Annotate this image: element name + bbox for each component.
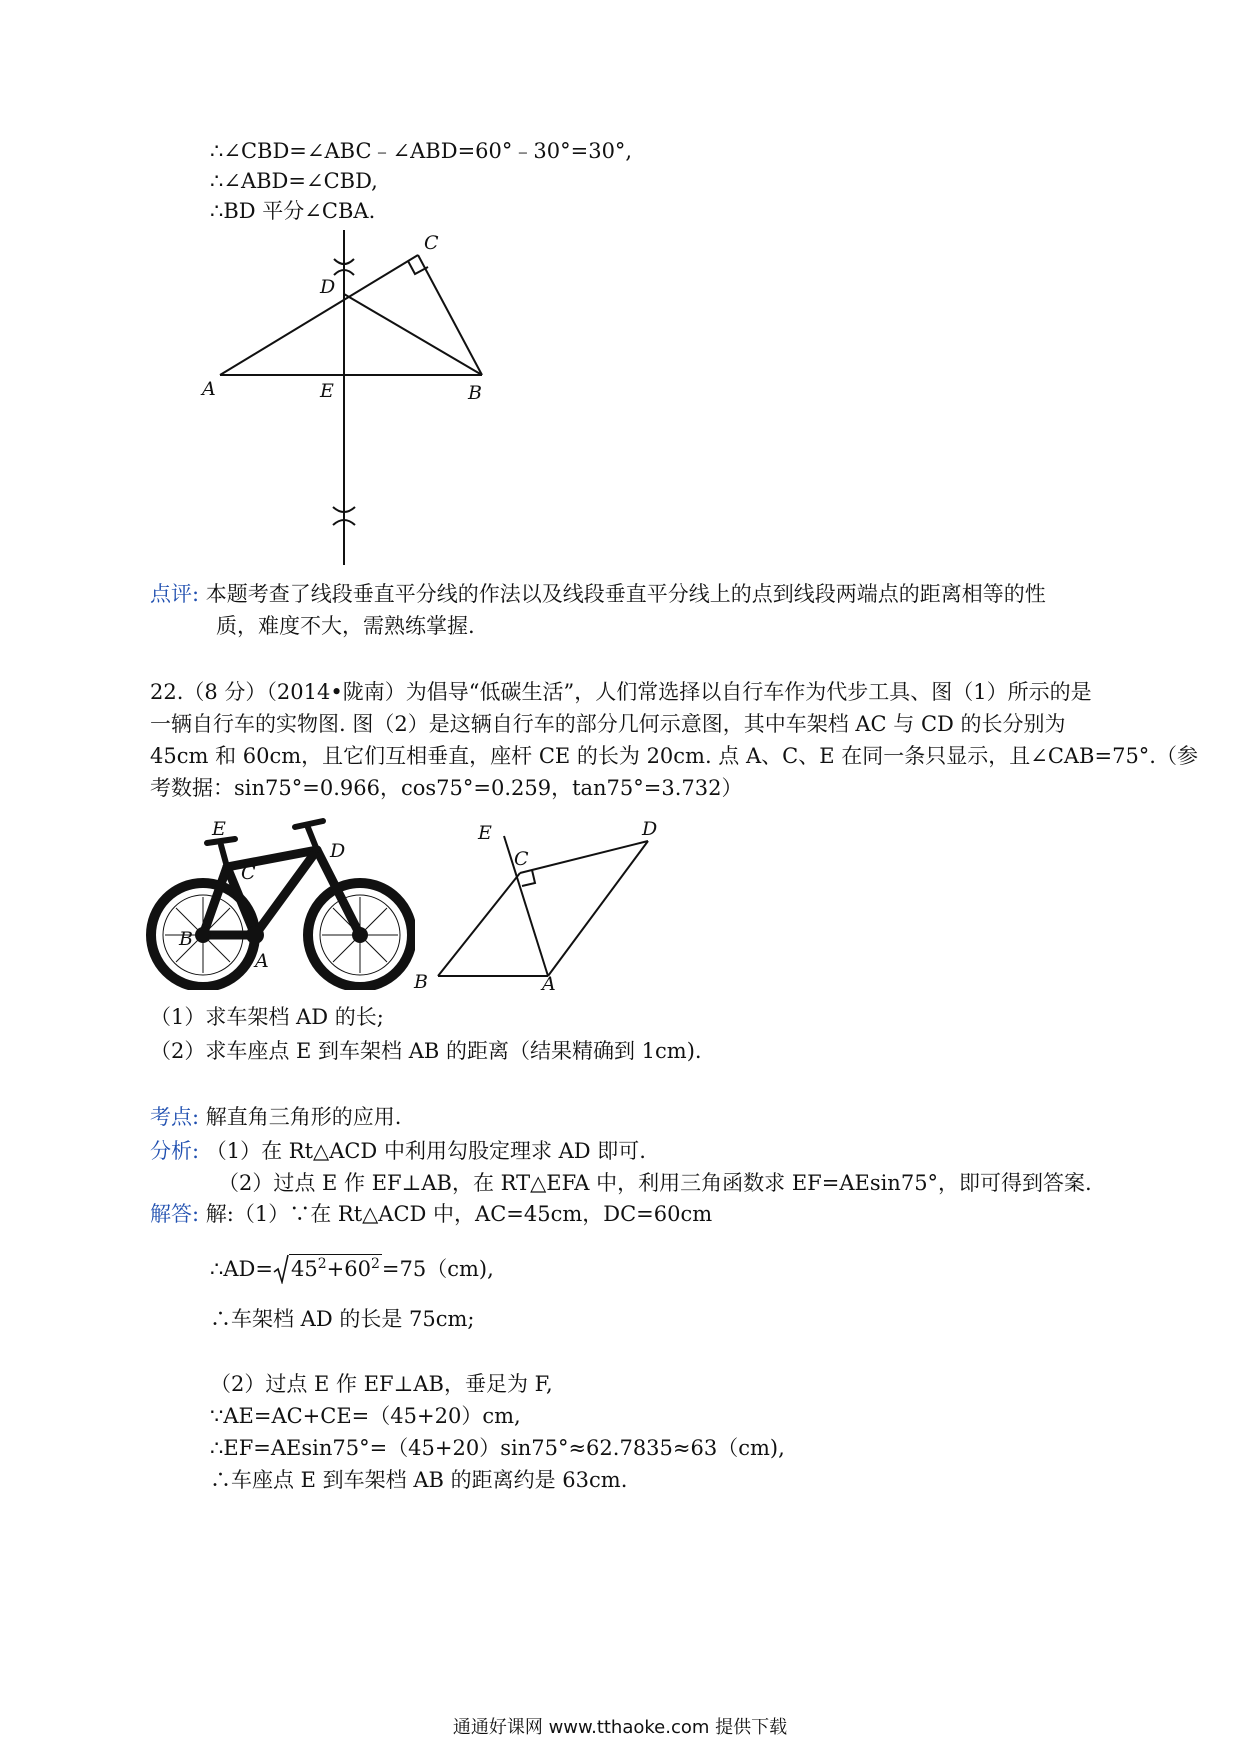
point-label-e: E	[320, 380, 334, 402]
problem-line: 一辆自行车的实物图. 图（2）是这辆自行车的部分几何示意图，其中车架档 AC 与 CD 的长分别为	[150, 712, 1066, 736]
jieda-label: 解答:	[150, 1202, 200, 1226]
review-label: 点评:	[150, 582, 200, 606]
square-root-expression	[273, 1250, 382, 1284]
kaodian-line	[150, 1103, 401, 1131]
fenxi-label: 分析:	[150, 1139, 200, 1163]
review-line-1	[150, 580, 1046, 608]
problem-line: 考数据：sin75°=0.966，cos75°=0.259，tan75°=3.732）	[150, 776, 743, 800]
exponent: 2	[317, 1256, 327, 1272]
sqrt-term-b: 60	[344, 1257, 371, 1281]
fenxi-text-1: （1）在 Rt△ACD 中利用勾股定理求 AD 即可.	[205, 1139, 646, 1163]
schematic-label-d: D	[642, 818, 658, 840]
bike-label-b: B	[179, 928, 193, 950]
bike-label-a: A	[255, 950, 269, 972]
problem-line: 45cm 和 60cm，且它们互相垂直，座杆 CE 的长为 20cm. 点 A、C、E 在同一条只显示，且∠CAB=75°.（参	[150, 744, 1198, 768]
schematic-label-c: C	[514, 848, 529, 870]
kaodian-text: 解直角三角形的应用.	[205, 1105, 402, 1129]
page-footer: 通通好课网 www.tthaoke.com 提供下载	[452, 1717, 788, 1738]
schematic-label-b: B	[414, 971, 428, 993]
problem-line: 22.（8 分）（2014•陇南）为倡导“低碳生活”，人们常选择以自行车作为代步工具、图（1）所示的是	[150, 680, 1092, 704]
ad-suffix: =75（cm),	[381, 1257, 494, 1281]
point-label-a: A	[202, 378, 216, 400]
jieda-text-1: 解:（1）∵在 Rt△ACD 中，AC=45cm，DC=60cm	[205, 1202, 713, 1226]
schematic-label-a: A	[542, 973, 556, 993]
fenxi-text-2: （2）过点 E 作 EF⊥AB，在 RT△EFA 中，利用三角函数求 EF=AEsin75°，即可得到答案.	[218, 1171, 1092, 1195]
sqrt-term-a: 45	[290, 1257, 318, 1281]
question-2: （2）求车座点 E 到车架档 AB 的距离（结果精确到 1cm).	[150, 1039, 702, 1063]
plus-sign: +	[326, 1257, 345, 1281]
solution-line: （2）过点 E 作 EF⊥AB，垂足为 F,	[210, 1372, 553, 1396]
text-line: ∴BD 平分∠CBA.	[210, 199, 376, 223]
point-label-c: C	[424, 232, 439, 254]
bike-label-c: C	[241, 862, 256, 884]
text-line: ∴∠ABD=∠CBD,	[210, 169, 378, 193]
bike-label-e: E	[212, 818, 226, 840]
kaodian-label: 考点:	[150, 1105, 200, 1129]
schematic-label-e: E	[478, 822, 492, 844]
solution-line: ∵AE=AC+CE=（45+20）cm,	[210, 1404, 521, 1428]
ad-formula	[210, 1250, 494, 1284]
fenxi-line	[150, 1137, 646, 1165]
review-line-2: 质，难度不大，需熟练掌握.	[216, 614, 475, 638]
jieda-line	[150, 1200, 712, 1228]
review-text: 本题考查了线段垂直平分线的作法以及线段垂直平分线上的点到线段两端点的距离相等的性	[205, 582, 1046, 606]
ad-conclusion: ∴车架档 AD 的长是 75cm;	[210, 1307, 475, 1331]
ad-prefix: ∴AD=	[210, 1257, 273, 1281]
exponent: 2	[370, 1256, 380, 1272]
triangle-bisector-figure	[190, 225, 550, 579]
question-1: （1）求车架档 AD 的长;	[150, 1005, 384, 1029]
bicycle-photo	[145, 805, 415, 994]
point-label-b: B	[468, 382, 482, 404]
bicycle-schematic-figure	[410, 818, 670, 997]
bike-label-d: D	[330, 840, 346, 862]
solution-line: ∴车座点 E 到车架档 AB 的距离约是 63cm.	[210, 1468, 628, 1492]
point-label-d: D	[320, 276, 336, 298]
text-line: ∴∠CBD=∠ABC﹣∠ABD=60°﹣30°=30°,	[210, 139, 633, 163]
radical-sign	[273, 1254, 289, 1284]
solution-line: ∴EF=AEsin75°=（45+20）sin75°≈62.7835≈63（cm),	[210, 1436, 785, 1460]
